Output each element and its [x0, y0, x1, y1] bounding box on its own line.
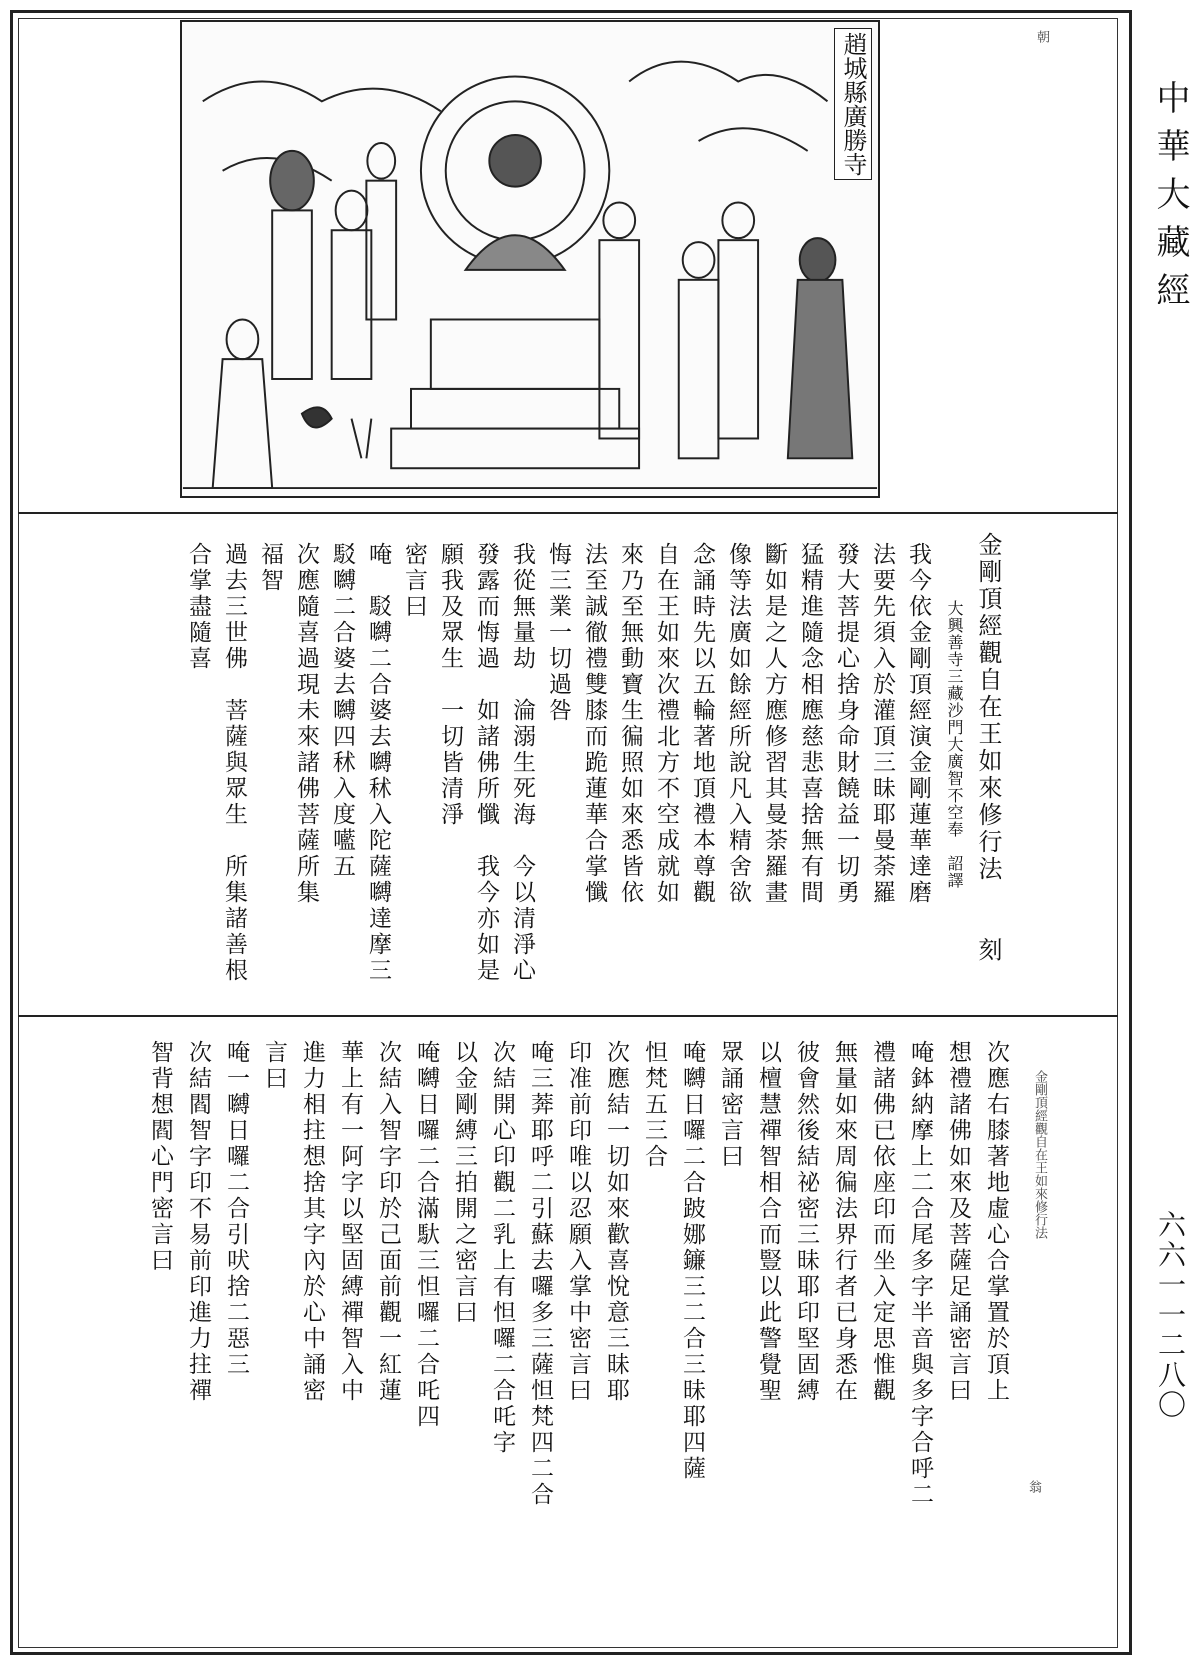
text-column: 印准前印唯以忍願入掌中密言曰 — [565, 1040, 591, 1404]
upper-divider — [18, 512, 1118, 514]
text-column: 次結入智字印於己面前觀一紅蓮 — [375, 1040, 401, 1404]
text-column: 以檀慧禪智相合而豎以此警覺聖 — [755, 1040, 781, 1404]
text-column: 次應隨喜過現未來諸佛菩薩所集 — [293, 542, 319, 906]
text-column: 法至誠徹禮雙膝而跪蓮華合掌懺 — [581, 542, 607, 906]
lower-divider — [18, 1015, 1118, 1017]
text-column: 福智 — [257, 542, 283, 594]
verse-column: 我從無量劫 淪溺生死海 今以清淨心 — [509, 542, 535, 984]
text-column: 智背想閻心門密言曰 — [147, 1040, 173, 1274]
text-column: 想禮諸佛如來及菩薩足誦密言曰 — [945, 1040, 971, 1404]
text-column: 悔三業一切過咎 — [545, 542, 571, 724]
mantra-column: 怛梵五三合 — [641, 1040, 667, 1170]
text-column: 猛精進隨念相應慈悲喜捨無有間 — [797, 542, 823, 906]
block-header-note: 金剛頂經觀自在王如來修行法 — [1032, 1070, 1047, 1239]
verse-column: 合掌盡隨喜 — [185, 542, 211, 672]
text-column: 發大菩提心捨身命財饒益一切勇 — [833, 542, 859, 906]
text-column: 進力相拄想捨其字內於心中誦密 — [299, 1040, 325, 1404]
mantra-label: 密言曰 — [401, 542, 427, 620]
mantra-column: 駁嚩二合婆去嚩四秫入度㘕五 — [329, 542, 355, 880]
mantra-column: 唵三莾耶呼二引蘇去囉多三薩怛梵四二合 — [527, 1040, 553, 1508]
text-column: 法要先須入於灌頂三昧耶曼荼羅 — [869, 542, 895, 906]
sutra-title: 金剛頂經觀自在王如來修行法 刻 — [974, 532, 1002, 964]
text-column: 眾誦密言曰 — [717, 1040, 743, 1170]
mantra-column: 唵嚩日囉二合跛娜䥥三二合三昧耶四薩 — [679, 1040, 705, 1482]
mantra-column: 唵嚩日囉二合滿馱三怛囉二合吒四 — [413, 1040, 439, 1430]
text-column: 像等法廣如餘經所說凡入精舍欲 — [725, 542, 751, 906]
text-column: 次結開心印觀二乳上有怛囉二合吒字 — [489, 1040, 515, 1456]
text-column: 以金剛縛三拍開之密言曰 — [451, 1040, 477, 1326]
text-column: 次結閻智字印不易前印進力拄禪 — [185, 1040, 211, 1404]
text-column: 斷如是之人方應修習其曼荼羅畫 — [761, 542, 787, 906]
illustration-drawing — [182, 22, 878, 496]
text-column: 無量如來周徧法界行者已身悉在 — [831, 1040, 857, 1404]
mantra-column: 唵鉢納摩上二合尾多字半音與多字合呼二 — [907, 1040, 933, 1508]
text-column: 言曰 — [261, 1040, 287, 1092]
corner-note-top: 朝 — [1034, 30, 1049, 43]
verse-column: 發露而悔過 如諸佛所懺 我今亦如是 — [473, 542, 499, 984]
verse-column: 過去三世佛 菩薩與眾生 所集諸善根 — [221, 542, 247, 984]
page-number: 六六一一二八〇 — [1154, 1210, 1187, 1420]
text-column: 彼會然後結祕密三昧耶印堅固縛 — [793, 1040, 819, 1404]
text-column: 華上有一阿字以堅固縛禪智入中 — [337, 1040, 363, 1404]
text-column: 我今依金剛頂經演金剛蓮華達磨 — [905, 542, 931, 906]
translator-line: 大興善寺三藏沙門大廣智不空奉 詔譯 — [945, 600, 964, 889]
text-column: 念誦時先以五輪著地頂禮本尊觀 — [689, 542, 715, 906]
corner-note-bottom: 翁 — [1026, 1480, 1041, 1493]
text-column: 禮諸佛已依座印而坐入定思惟觀 — [869, 1040, 895, 1404]
mantra-column: 唵 駁嚩二合婆去嚩秫入陀薩嚩達摩三 — [365, 542, 391, 984]
verse-column: 願我及眾生 一切皆清淨 — [437, 542, 463, 828]
buddha-assembly-illustration — [180, 20, 880, 498]
text-column: 自在王如來次禮北方不空成就如 — [653, 542, 679, 906]
text-column: 來乃至無動寶生徧照如來悉皆依 — [617, 542, 643, 906]
text-column: 次應右膝著地虛心合掌置於頂上 — [983, 1040, 1009, 1404]
mantra-column: 唵一嚩日囉二合引吠捨二惡三 — [223, 1040, 249, 1378]
temple-label: 趙城縣廣勝寺 — [834, 28, 872, 180]
text-column: 次應結一切如來歡喜悅意三昧耶 — [603, 1040, 629, 1404]
collection-title: 中華大藏經 — [1150, 80, 1190, 320]
